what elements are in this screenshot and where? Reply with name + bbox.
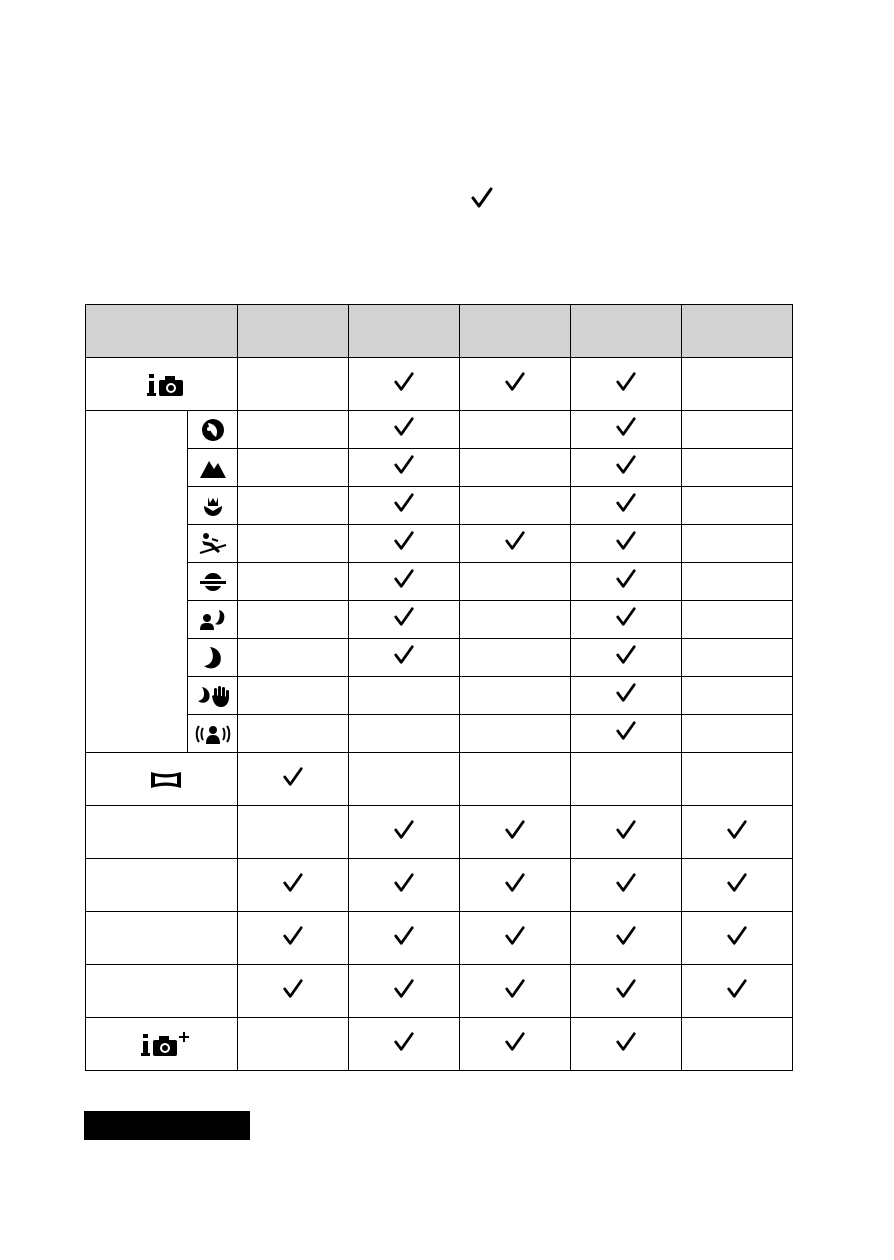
- mark-cell: [349, 912, 460, 965]
- hand-held-twilight-icon: [196, 683, 230, 709]
- mark-cell: [349, 639, 460, 677]
- scene-icon-cell: [188, 563, 238, 601]
- mark-cell: [349, 563, 460, 601]
- mark-cell: [238, 715, 349, 753]
- table-row: [86, 753, 793, 806]
- mark-cell: [682, 859, 793, 912]
- legend-check-mark-icon: [470, 186, 494, 210]
- mark-cell: [460, 912, 571, 965]
- mark-cell: [571, 358, 682, 411]
- check-mark-icon: [393, 454, 415, 476]
- check-mark-icon: [615, 978, 637, 1000]
- mark-cell: [238, 358, 349, 411]
- mark-cell: [460, 753, 571, 806]
- landscape-icon: [199, 456, 227, 480]
- mode-cell: [86, 912, 238, 965]
- mark-cell: [571, 1018, 682, 1071]
- mark-cell: [349, 487, 460, 525]
- check-mark-icon: [615, 492, 637, 514]
- mark-cell: [682, 912, 793, 965]
- check-mark-icon: [615, 644, 637, 666]
- scene-icon-cell: [188, 525, 238, 563]
- check-mark-icon: [504, 819, 526, 841]
- check-mark-icon: [393, 1031, 415, 1053]
- mark-cell: [460, 411, 571, 449]
- mode-cell: [86, 965, 238, 1018]
- scene-icon-cell: [188, 639, 238, 677]
- scene-icon-cell: [188, 449, 238, 487]
- table-row: [86, 487, 793, 525]
- beach-icon: [198, 531, 228, 557]
- mark-cell: [571, 965, 682, 1018]
- table-row: [86, 639, 793, 677]
- table-row: [86, 358, 793, 411]
- check-mark-icon: [615, 682, 637, 704]
- mark-cell: [238, 487, 349, 525]
- mark-cell: [682, 411, 793, 449]
- mark-cell: [571, 411, 682, 449]
- mark-cell: [682, 639, 793, 677]
- anti-motion-blur-icon: [193, 721, 233, 747]
- intelligent-auto-icon: [147, 372, 185, 403]
- mark-cell: [460, 525, 571, 563]
- mark-cell: [571, 859, 682, 912]
- mark-cell: [238, 965, 349, 1018]
- mark-cell: [571, 639, 682, 677]
- scene-icon-cell: [188, 601, 238, 639]
- soft-skin-icon: [200, 417, 226, 443]
- check-mark-icon: [615, 606, 637, 628]
- scene-group-cell: [86, 411, 188, 753]
- mark-cell: [460, 1018, 571, 1071]
- mark-cell: [349, 806, 460, 859]
- header-corner-cell: [86, 305, 238, 358]
- check-mark-icon: [393, 872, 415, 894]
- mark-cell: [571, 806, 682, 859]
- mark-cell: [349, 965, 460, 1018]
- mark-cell: [460, 449, 571, 487]
- mark-cell: [460, 677, 571, 715]
- table-row: [86, 965, 793, 1018]
- check-mark-icon: [504, 978, 526, 1000]
- mark-cell: [349, 449, 460, 487]
- mark-cell: [682, 677, 793, 715]
- mode-cell: [86, 358, 238, 411]
- table-row: [86, 912, 793, 965]
- check-mark-icon: [615, 454, 637, 476]
- header-col-5: [682, 305, 793, 358]
- mark-cell: [682, 563, 793, 601]
- mark-cell: [460, 715, 571, 753]
- check-mark-icon: [393, 371, 415, 393]
- mark-cell: [460, 806, 571, 859]
- check-mark-icon: [615, 416, 637, 438]
- mark-cell: [571, 601, 682, 639]
- mark-cell: [460, 563, 571, 601]
- mark-cell: [349, 715, 460, 753]
- mark-cell: [571, 563, 682, 601]
- check-mark-icon: [615, 720, 637, 742]
- table-row: [86, 601, 793, 639]
- section-heading-bar: [84, 1111, 250, 1140]
- mark-cell: [682, 1018, 793, 1071]
- mark-cell: [571, 753, 682, 806]
- mark-cell: [460, 601, 571, 639]
- mark-cell: [238, 753, 349, 806]
- check-mark-icon: [282, 925, 304, 947]
- scene-icon-cell: [188, 487, 238, 525]
- check-mark-icon: [504, 872, 526, 894]
- header-col-3: [460, 305, 571, 358]
- check-mark-icon: [393, 925, 415, 947]
- header-col-2: [349, 305, 460, 358]
- check-mark-icon: [393, 819, 415, 841]
- check-mark-icon: [615, 371, 637, 393]
- mode-cell: [86, 806, 238, 859]
- mark-cell: [238, 859, 349, 912]
- check-mark-icon: [615, 530, 637, 552]
- mark-cell: [349, 601, 460, 639]
- table-row: [86, 1018, 793, 1071]
- table-row: [86, 525, 793, 563]
- mark-cell: [238, 1018, 349, 1071]
- mark-cell: [349, 753, 460, 806]
- mode-cell: [86, 753, 238, 806]
- sweep-panorama-icon: [149, 770, 183, 795]
- mark-cell: [571, 525, 682, 563]
- mode-cell: [86, 1018, 238, 1071]
- mark-cell: [682, 806, 793, 859]
- mark-cell: [571, 487, 682, 525]
- check-mark-icon: [393, 644, 415, 666]
- mark-cell: [349, 358, 460, 411]
- mode-cell: [86, 859, 238, 912]
- mark-cell: [682, 715, 793, 753]
- check-mark-icon: [393, 568, 415, 590]
- mark-cell: [682, 601, 793, 639]
- check-mark-icon: [393, 606, 415, 628]
- gourmet-icon: [201, 494, 225, 518]
- scene-icon-cell: [188, 411, 238, 449]
- mark-cell: [682, 525, 793, 563]
- mark-cell: [349, 677, 460, 715]
- mark-cell: [238, 806, 349, 859]
- night-scene-icon: [200, 645, 226, 671]
- check-mark-icon: [282, 978, 304, 1000]
- check-mark-icon: [393, 416, 415, 438]
- night-portrait-icon: [198, 607, 228, 633]
- check-mark-icon: [504, 371, 526, 393]
- mark-cell: [682, 965, 793, 1018]
- mark-cell: [571, 715, 682, 753]
- mark-cell: [571, 677, 682, 715]
- check-mark-icon: [726, 872, 748, 894]
- check-mark-icon: [615, 925, 637, 947]
- check-mark-icon: [504, 1031, 526, 1053]
- table-row: [86, 449, 793, 487]
- snow-icon: [198, 569, 228, 595]
- check-mark-icon: [504, 530, 526, 552]
- table-row: [86, 677, 793, 715]
- header-col-1: [238, 305, 349, 358]
- mark-cell: [238, 639, 349, 677]
- check-mark-icon: [393, 530, 415, 552]
- check-mark-icon: [615, 568, 637, 590]
- check-mark-icon: [726, 978, 748, 1000]
- mark-cell: [682, 449, 793, 487]
- mark-cell: [682, 358, 793, 411]
- table-row: [86, 859, 793, 912]
- mark-cell: [238, 449, 349, 487]
- mark-cell: [682, 753, 793, 806]
- scene-icon-cell: [188, 715, 238, 753]
- mark-cell: [460, 358, 571, 411]
- mark-cell: [349, 859, 460, 912]
- mark-cell: [571, 912, 682, 965]
- check-mark-icon: [282, 872, 304, 894]
- mark-cell: [460, 487, 571, 525]
- scene-icon-cell: [188, 677, 238, 715]
- check-mark-icon: [615, 819, 637, 841]
- check-mark-icon: [282, 766, 304, 788]
- table-header-row: [86, 305, 793, 358]
- superior-auto-icon: [141, 1032, 191, 1063]
- check-mark-icon: [504, 925, 526, 947]
- check-mark-icon: [615, 872, 637, 894]
- mark-cell: [682, 487, 793, 525]
- check-mark-icon: [726, 819, 748, 841]
- check-mark-icon: [393, 492, 415, 514]
- mark-cell: [238, 525, 349, 563]
- mark-cell: [238, 411, 349, 449]
- mark-cell: [349, 411, 460, 449]
- mark-cell: [238, 912, 349, 965]
- compatibility-table: [85, 304, 793, 1071]
- mark-cell: [238, 563, 349, 601]
- mark-cell: [349, 525, 460, 563]
- check-mark-icon: [726, 925, 748, 947]
- table-row: [86, 806, 793, 859]
- mark-cell: [460, 639, 571, 677]
- mark-cell: [460, 859, 571, 912]
- table-row: [86, 563, 793, 601]
- table-row: [86, 715, 793, 753]
- check-mark-icon: [393, 978, 415, 1000]
- table-row: [86, 411, 793, 449]
- mark-cell: [349, 1018, 460, 1071]
- mark-cell: [460, 965, 571, 1018]
- mark-cell: [238, 601, 349, 639]
- header-col-4: [571, 305, 682, 358]
- mark-cell: [238, 677, 349, 715]
- mark-cell: [571, 449, 682, 487]
- check-mark-icon: [615, 1031, 637, 1053]
